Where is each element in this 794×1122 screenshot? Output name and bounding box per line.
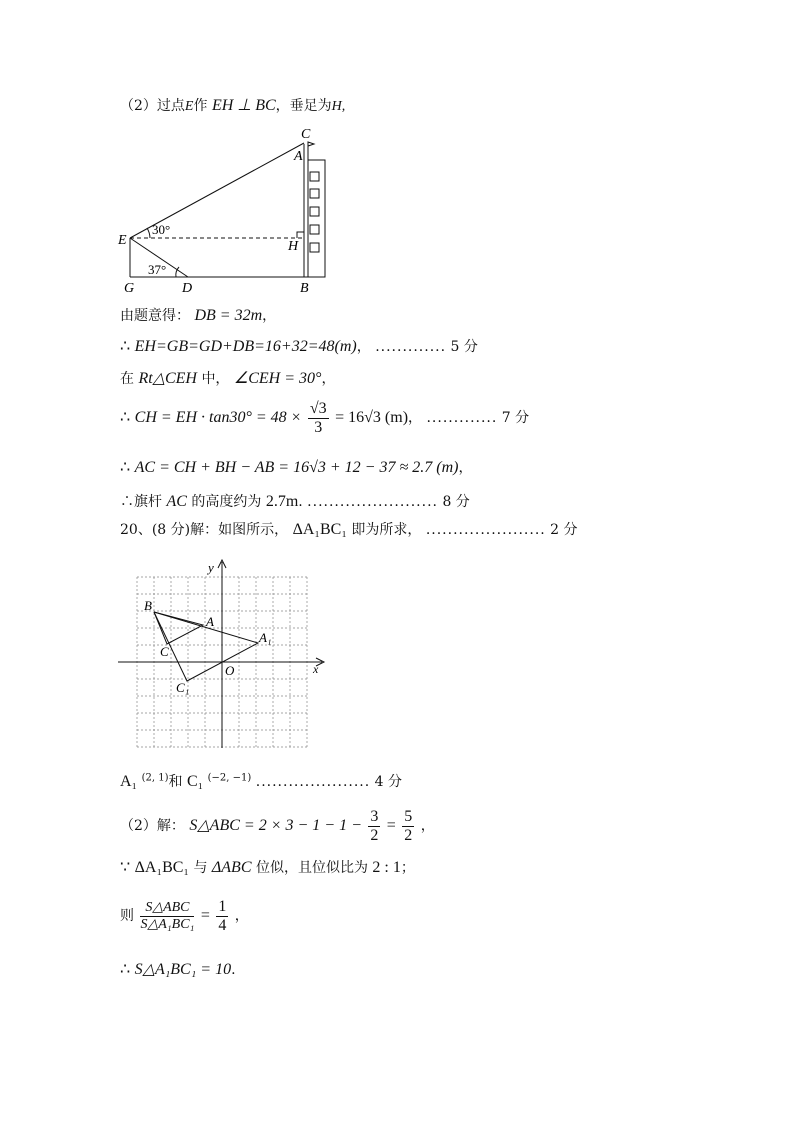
label-A1: A₁ [259, 630, 272, 645]
label-C: C [301, 127, 311, 142]
step2-intro: （2）过点E作 EH ⊥ BC，垂足为H, [120, 97, 346, 114]
five-halves-fraction: $\frac{5}{2}$ [404, 808, 413, 844]
solution-line-4: ∴ CH = EH · tan30° = 48 × $\frac{√3}{3}$ = 16√3 (m)， ............. 7 分 [120, 400, 530, 436]
label-G: G [124, 281, 135, 296]
label-A: A [294, 149, 303, 164]
solution-line-6: ∴旗杆 AC 的高度约为 2.7m. ........................ 8 分 [120, 493, 470, 510]
solution-line-3: 在 Rt△CEH 中， ∠CEH = 30°， [120, 370, 336, 387]
angle-37-label: 37° [148, 262, 167, 277]
label-O: O [225, 663, 235, 678]
coordinate-grid-diagram [0, 550, 794, 760]
similarity-line: ∵ ΔA₁BC₁ 与 ΔABC 位似，且位似比为 2 : 1； [120, 859, 415, 876]
label-B: B [300, 281, 309, 296]
result-line: ∴ S△A₁BC₁ = 10. [120, 961, 236, 978]
label-B: B [144, 598, 152, 613]
label-D: D [182, 281, 193, 296]
q20-heading: 20、(8 分)解：如图所示， ΔA₁BC₁ 即为所求， ...................... 2 分 [120, 521, 578, 538]
coords-line: A₁ $^{(2, 1)}$和 C₁ $^{(-2, -1)}$ ..................... 4 分 [120, 772, 403, 790]
label-E: E [118, 233, 127, 248]
label-A: A [206, 614, 214, 629]
axis-x-label: x [313, 662, 319, 676]
part2-area-line: （2）解： S△ABC = 2 × 3 − 1 − 1 − $\frac{3}{2}$ = $\frac{5}{2}$ ， [120, 808, 435, 844]
ratio-line: 则 $\frac{\text{S△ABC}}{\text{S△A₁BC₁}}$ = $\frac{1}{4}$ ， [120, 898, 249, 934]
sqrt3-over-3-fraction: $\frac{√3}{3}$ [309, 400, 327, 436]
three-halves-fraction: $\frac{3}{2}$ [370, 808, 379, 844]
label-H: H [288, 239, 299, 254]
solution-line-2: ∴ EH=GB=GD+DB=16+32=48(m)， ............. 5 分 [120, 338, 478, 355]
label-C1: C₁ [176, 680, 190, 695]
angle-30-label: 30° [152, 222, 171, 237]
label-C: C [160, 644, 169, 659]
one-quarter-fraction: $\frac{1}{4}$ [218, 898, 227, 934]
solution-line-5: ∴ AC = CH + BH − AB = 16√3 + 12 − 37 ≈ 2.7 (m)， [120, 459, 473, 476]
axis-y-label: y [208, 560, 214, 575]
solution-line-1: 由题意得： DB = 32m， [120, 307, 277, 324]
area-ratio-fraction: $\frac{\text{S△ABC}}{\text{S△A₁BC₁}}$ [140, 900, 195, 932]
